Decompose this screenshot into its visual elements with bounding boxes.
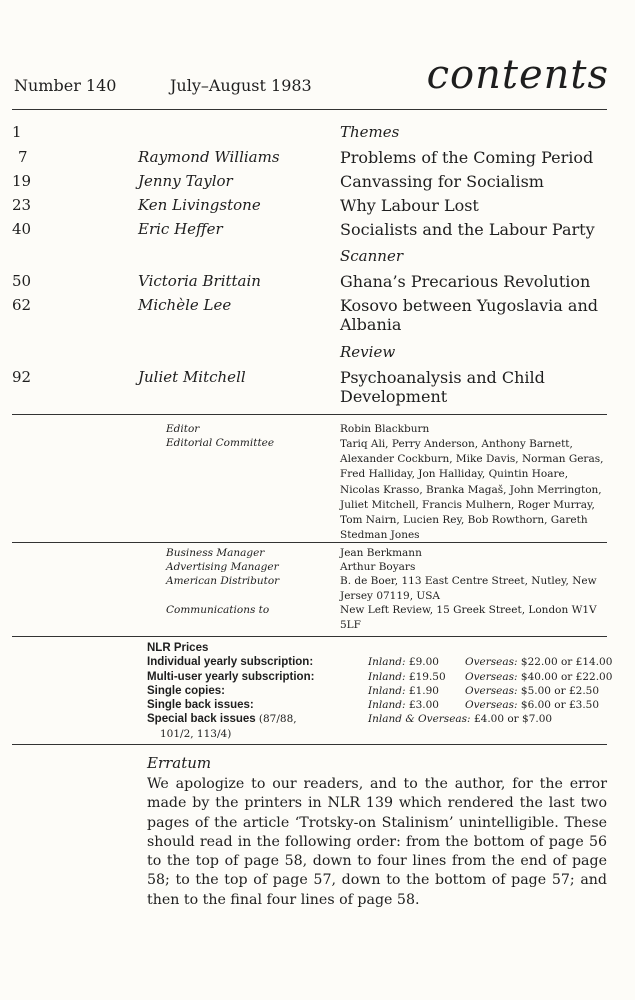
toc-article-link[interactable]: Ghana’s Precarious Revolution xyxy=(340,272,591,291)
toc-page-number: 40 xyxy=(12,220,32,238)
issue-number: Number 140 xyxy=(14,76,117,95)
toc-author: Raymond Williams xyxy=(138,148,280,166)
toc-article-link[interactable]: Psychoanalysis and Child Development xyxy=(340,368,545,406)
toc-article-link[interactable]: Socialists and the Labour Party xyxy=(340,220,595,239)
toc-page-number: 50 xyxy=(12,272,32,290)
price-overseas: Overseas: $40.00 or £22.00 xyxy=(465,671,613,683)
toc-article-link[interactable]: Why Labour Lost xyxy=(340,196,479,215)
toc-author: Jenny Taylor xyxy=(138,172,233,190)
prices-heading: NLR Prices xyxy=(147,642,209,654)
erratum-body: We apologize to our readers, and to the author, for the error made by the printers in NLR 139 which rendered the last two pages of the article ‘Trotsky-on Stalinism’ unintelligible. These should read in the following order: from the bottom of page 56 to the top of page 58, down to four lines from the end of page 58; to the top of page 57, down to the bottom of page 57; and then to the final four lines of page 58. xyxy=(147,776,607,908)
toc-article-link[interactable]: Problems of the Coming Period xyxy=(340,148,594,167)
section-rule xyxy=(12,744,607,745)
editor-value: Robin Blackburn xyxy=(340,423,430,435)
price-overseas: Overseas: $22.00 or £14.00 xyxy=(465,656,613,668)
toc-page-number: 92 xyxy=(12,368,32,386)
toc-author: Victoria Brittain xyxy=(138,272,261,290)
section-heading: Themes xyxy=(340,123,400,141)
american-distributor-label: American Distributor xyxy=(166,575,280,587)
toc-article-link[interactable]: Kosovo between Yugoslavia and Albania xyxy=(340,296,599,334)
section-rule xyxy=(12,636,607,637)
page-title: contents xyxy=(426,52,609,98)
toc-article-link[interactable]: Canvassing for Socialism xyxy=(340,172,544,191)
toc-page-number: 23 xyxy=(12,196,32,214)
erratum-heading: Erratum xyxy=(147,754,212,772)
price-inland: Inland: £19.50 xyxy=(368,671,446,683)
communications-label: Communications to xyxy=(166,604,270,616)
editor-label: Editor xyxy=(166,423,200,435)
communications-value: New Left Review, 15 Greek Street, London W1V 5LF xyxy=(340,604,597,632)
special-back-issues-label: Special back issues (87/88, xyxy=(147,713,297,725)
issue-date: July–August 1983 xyxy=(170,76,312,95)
committee-label: Editorial Committee xyxy=(166,437,275,449)
committee-value: Tariq Ali, Perry Anderson, Anthony Barnett, Alexander Cockburn, Mike Davis, Norman Geras, Fred Halliday, Jon Halliday, Quintin Hoare, Nicolas Krasso, Branka Magaš, John Merrington, Juliet Mitchell, Francis Mulhern, Roger Murray, Tom Nairn, Lucien Rey, Bob Rowthorn, Gareth Stedman Jones xyxy=(340,438,604,542)
toc-author: Ken Livingstone xyxy=(138,196,261,214)
toc-page-number: 1 xyxy=(12,123,22,141)
special-back-issues-numbers: 101/2, 113/4) xyxy=(160,728,232,740)
price-row-label: Single back issues: xyxy=(147,699,254,711)
section-heading: Review xyxy=(340,343,396,361)
price-overseas: Overseas: $5.00 or £2.50 xyxy=(465,685,600,697)
price-inland: Inland: £3.00 xyxy=(368,699,439,711)
business-manager-label: Business Manager xyxy=(166,547,265,559)
advertising-manager-label: Advertising Manager xyxy=(166,561,279,573)
section-heading: Scanner xyxy=(340,247,403,265)
toc-author: Juliet Mitchell xyxy=(138,368,246,386)
price-overseas: Overseas: $6.00 or £3.50 xyxy=(465,699,600,711)
toc-page-number: 62 xyxy=(12,296,32,314)
price-inland: Inland: £1.90 xyxy=(368,685,439,697)
toc-author: Michèle Lee xyxy=(138,296,232,314)
american-distributor-value: B. de Boer, 113 East Centre Street, Nutley, New Jersey 07119, USA xyxy=(340,575,597,603)
price-inland: Inland: £9.00 xyxy=(368,656,439,668)
toc-author: Eric Heffer xyxy=(138,220,223,238)
price-row-label: Multi-user yearly subscription: xyxy=(147,671,315,683)
toc-page-number: 19 xyxy=(12,172,32,190)
section-rule xyxy=(12,414,607,415)
header-rule xyxy=(12,109,607,110)
section-rule xyxy=(12,542,607,543)
price-row-label: Individual yearly subscription: xyxy=(147,656,314,668)
business-manager-value: Jean Berkmann xyxy=(340,547,422,559)
special-price: Inland & Overseas: £4.00 or $7.00 xyxy=(368,713,553,725)
advertising-manager-value: Arthur Boyars xyxy=(340,561,416,573)
toc-page-number: 7 xyxy=(18,148,28,166)
price-row-label: Single copies: xyxy=(147,685,225,697)
